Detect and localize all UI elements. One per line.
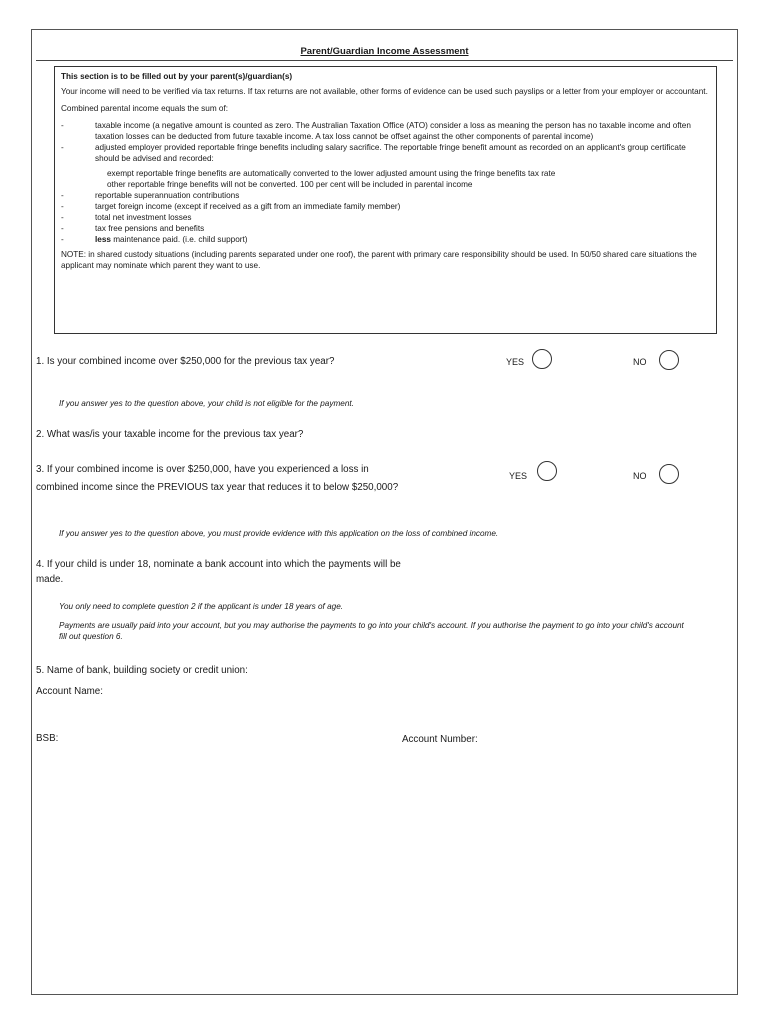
list-item: - total net investment losses [61, 213, 192, 222]
question-1: 1. Is your combined income over $250,000 for the previous tax year? [36, 356, 335, 367]
q1-yes-radio[interactable] [532, 349, 552, 369]
q3-note: If you answer yes to the question above, you must provide evidence with this application on the loss of combined income. [59, 529, 499, 538]
q1-yes-label: YES [506, 357, 525, 367]
title-bar [36, 46, 733, 61]
q3-yes-radio[interactable] [537, 461, 557, 481]
question-3-line-1: 3. If your combined income is over $250,000, have you experienced a loss in [36, 464, 369, 475]
list-item: - less maintenance paid. (i.e. child support) [61, 235, 248, 244]
list-item: - target foreign income (except if received as a gift from an immediate family member) [61, 202, 401, 211]
q3-yes-label: YES [509, 471, 528, 481]
form-page [31, 29, 738, 995]
question-2: 2. What was/is your taxable income for the previous tax year? [36, 429, 304, 440]
question-4-line-1: 4. If your child is under 18, nominate a bank account into which the payments will be [36, 559, 401, 570]
list-item: - tax free pensions and benefits [61, 224, 205, 233]
income-components-list [61, 120, 710, 164]
income-components-list-2 [61, 190, 710, 245]
q3-no-radio[interactable] [659, 464, 679, 484]
question-4-line-2: made. [36, 574, 64, 585]
info-heading: This section is to be filled out by your parent(s)/guardian(s) [61, 72, 293, 81]
account-number-label: Account Number: [402, 734, 478, 745]
q4-note-payments: Payments are usually paid into your account, but you may authorise the payments to go into your child's account. If you authorise the payment to go into your child's account fill out question 6. [59, 621, 684, 641]
q3-no-label: NO [633, 471, 647, 481]
list-item: - taxable income (a negative amount is counted as zero. The Australian Taxation Office (ATO) consider a loss as meaning the person has no taxable income and often taxation losses can be deducted from future taxable income. A tax loss cannot be offset against the other components of parental income) [61, 121, 691, 141]
question-5: 5. Name of bank, building society or credit union: [36, 665, 248, 676]
list-item: - reportable superannuation contributions [61, 191, 240, 200]
fringe-sub-line: other reportable fringe benefits will not be converted. 100 per cent will be included in parental income [107, 180, 473, 189]
shared-custody-note: NOTE: in shared custody situations (including parents separated under one roof), the parent with primary care responsibility should be used. In 50/50 shared care situations the applicant may nominate which parent they want to use. [61, 250, 697, 270]
q1-no-label: NO [633, 357, 647, 367]
account-name-label: Account Name: [36, 686, 103, 697]
q4-note-age: You only need to complete question 2 if the applicant is under 18 years of age. [59, 602, 344, 611]
form-title: Parent/Guardian Income Assessment [300, 46, 469, 57]
question-3-line-2: combined income since the PREVIOUS tax year that reduces it to below $250,000? [36, 482, 399, 493]
fringe-sub-line: exempt reportable fringe benefits are automatically converted to the lower adjusted amount using the fringe benefits tax rate [107, 169, 556, 178]
q1-note: If you answer yes to the question above, your child is not eligible for the payment. [59, 399, 354, 408]
info-para-verification: Your income will need to be verified via tax returns. If tax returns are not available, other forms of evidence can be used such payslips or a letter from your employer or accountant. [61, 87, 708, 96]
info-box [54, 66, 717, 334]
info-para-combined: Combined parental income equals the sum of: [61, 104, 229, 113]
list-item: - adjusted employer provided reportable fringe benefits including salary sacrifice. The reportable fringe benefit amount as recorded on an applicant's group certificate should be advised and recorded: [61, 143, 686, 163]
bsb-label: BSB: [36, 733, 59, 744]
q1-no-radio[interactable] [659, 350, 679, 370]
